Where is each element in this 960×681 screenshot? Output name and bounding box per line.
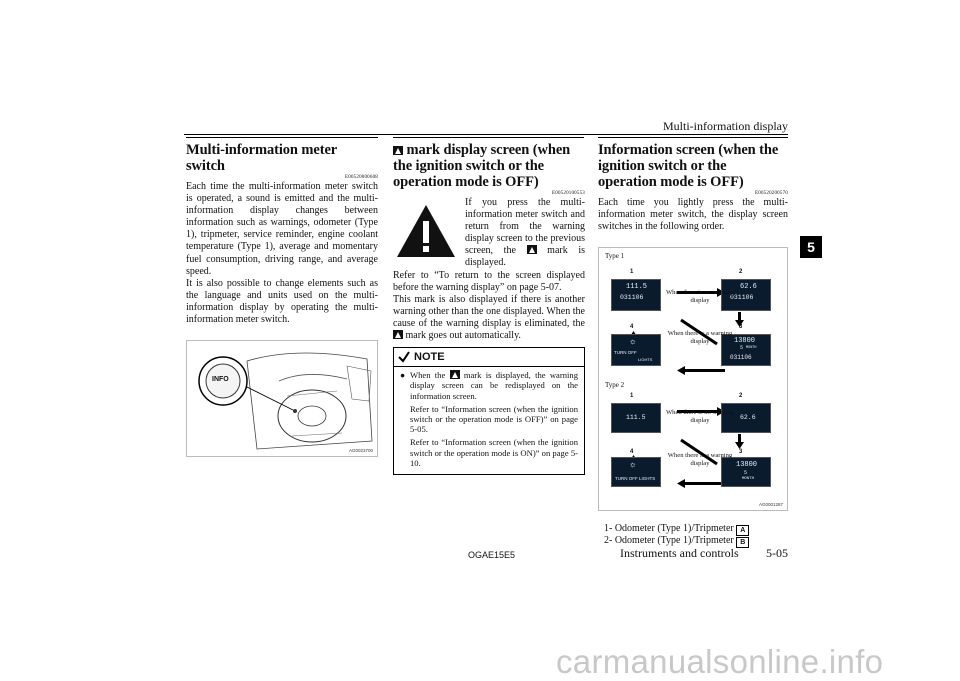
dashboard-illustration xyxy=(186,340,378,457)
note-ref: Refer to “Information screen (when the ignition switch or the operation mode is ON)” on page 5-10. xyxy=(410,437,578,468)
section-code: E00520100553 xyxy=(552,191,585,196)
no-warning-label: When there is no warning display xyxy=(665,409,735,424)
no-warning-label: When there is no warning display xyxy=(665,289,735,304)
display-tripmeter-a: 111.5 xyxy=(611,403,661,433)
model-code: OGAE15E5 xyxy=(468,550,516,560)
step-number: 2 xyxy=(739,269,743,275)
info-knob-label: INFO xyxy=(212,376,229,383)
dashboard-drawing xyxy=(187,341,377,456)
step-number: 4 xyxy=(630,324,634,330)
section-heading: mark display screen (when the ignition switch or the operation mode is OFF) xyxy=(393,142,571,190)
paragraph: Each time the multi-information meter switch is operated, a sound is emitted and the multi-information display changes between information such as warnings, odometer (Type 1), tripmeter, service reminder, engine coolant temperature (Type 1), average and momentary fuel consumption, driving range, and average speed. xyxy=(186,181,378,277)
list-item: 1- Odometer (Type 1)/Tripmeter A xyxy=(604,523,749,536)
step-number: 1 xyxy=(630,393,634,399)
section-code: E00520200570 xyxy=(755,191,788,196)
paragraph: Each time you lightly press the multi-information meter switch, the display screen switches in the following order. xyxy=(598,197,788,233)
note-box xyxy=(393,347,585,475)
display-service-reminder-2: 13800 5 MONTH xyxy=(721,457,771,487)
header-rule xyxy=(184,134,788,135)
type-1-label: Type 1 xyxy=(605,252,625,260)
light-icon: ☼ xyxy=(630,337,636,347)
note-header: NOTE xyxy=(394,348,584,367)
step-number: 1 xyxy=(630,269,634,275)
type-2-label: Type 2 xyxy=(605,381,625,389)
tripmeter-b-badge: B xyxy=(736,537,749,548)
watermark: carmanualsonline.info xyxy=(556,643,884,680)
warning-mark-icon xyxy=(393,146,403,155)
paragraph: If you press the multi-information meter switch and return from the warning display screen to the previous screen, the mark is displayed. xyxy=(465,197,586,269)
display-warning-2: ☼ TURN OFF LIGHTS xyxy=(611,457,661,487)
warning-triangle-icon xyxy=(393,199,459,265)
warning-mark-icon xyxy=(450,370,460,379)
figure-code: AG0023700 xyxy=(348,448,373,453)
section-heading: Information screen (when the ignition switch or the operation mode is OFF) xyxy=(598,142,779,190)
note-text: ● When the mark is displayed, the warning display screen can be redisplayed on the information screen. xyxy=(400,370,578,401)
paragraph: It is also possible to change elements such as the language and units used on the multi-information display by operating the multi-information meter switch. xyxy=(186,277,378,326)
running-header: Multi-information display xyxy=(663,119,788,133)
column-1 xyxy=(186,138,378,326)
section-code: E00520000608 xyxy=(345,175,378,180)
note-ref: Refer to “Information screen (when the ignition switch or the operation mode is OFF)” on page 5-05. xyxy=(410,403,578,435)
light-icon: ☼ xyxy=(630,460,636,470)
step-number: 2 xyxy=(739,393,743,399)
column-3 xyxy=(598,138,788,233)
warning-mark-icon xyxy=(393,330,403,339)
footer-section: Instruments and controls xyxy=(620,546,739,560)
section-heading: Multi-information meter switch xyxy=(186,142,337,174)
display-sequence-figure xyxy=(598,247,788,511)
display-odometer-b: 62.6 031106 xyxy=(721,279,771,311)
display-warning: ☼ TURN OFF LIGHTS xyxy=(611,334,661,366)
check-icon xyxy=(398,351,410,363)
list-item: 2- Odometer (Type 1)/Tripmeter B xyxy=(604,535,749,548)
warning-label: When there is a warning display xyxy=(667,452,733,467)
page-number: 5-05 xyxy=(766,546,788,560)
step-number: 3 xyxy=(739,449,743,455)
step-number: 3 xyxy=(739,324,743,330)
step-number: 4 xyxy=(630,449,634,455)
paragraph: This mark is also displayed if there is another warning other than the one displayed. When the cause of the warning display is eliminated, the mark goes out automatically. xyxy=(393,293,585,342)
warning-label: When there is a warning display xyxy=(667,330,733,345)
display-odometer-a: 111.5 031106 xyxy=(611,279,661,311)
display-tripmeter-b: 62.6 xyxy=(721,403,771,433)
column-2 xyxy=(393,138,585,475)
display-service-reminder: 13800 5 MONTH 031106 xyxy=(721,334,771,366)
figure-code: AG0001287 xyxy=(758,502,783,507)
tripmeter-a-badge: A xyxy=(736,525,749,536)
section-tab: 5 xyxy=(800,236,822,258)
paragraph: Refer to “To return to the screen displayed before the warning display” on page 5-07. xyxy=(393,269,585,293)
warning-mark-icon xyxy=(527,245,537,254)
